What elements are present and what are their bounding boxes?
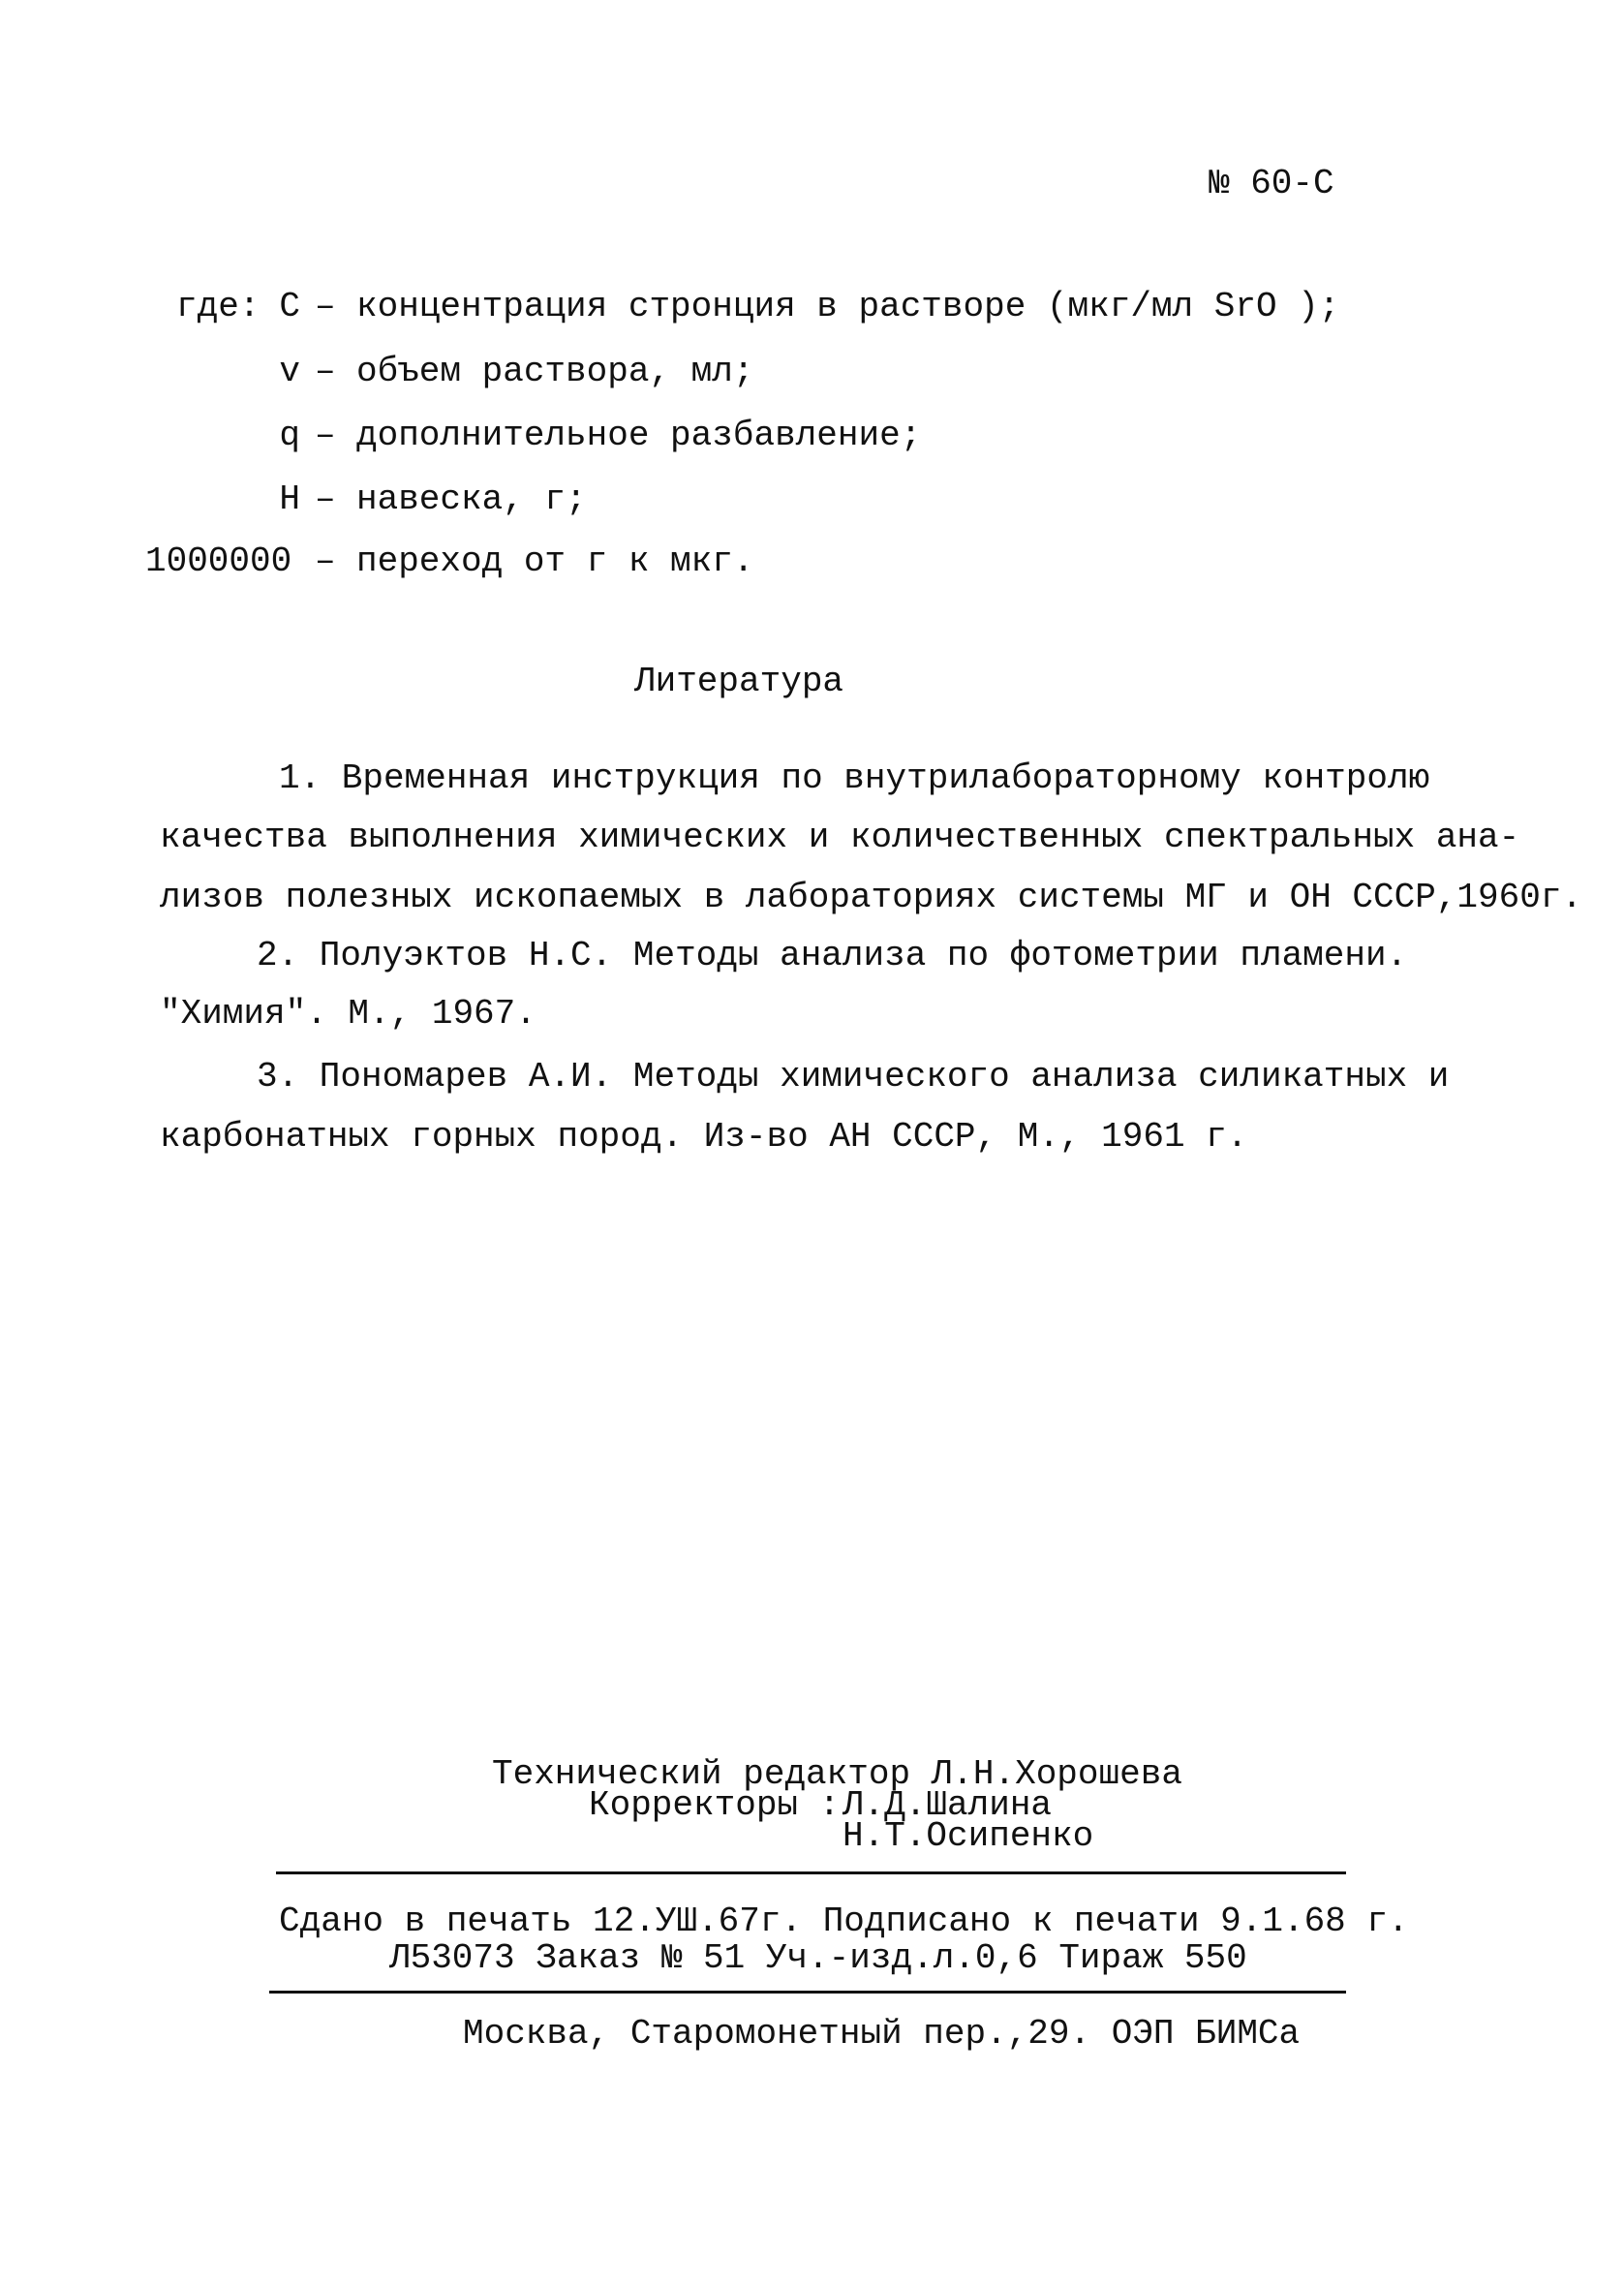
legend-description: концентрация стронция в растворе (мкг/мл SrO ); [356,287,1340,326]
divider [276,1871,1346,1874]
legend-lead: где: [176,287,260,326]
legend-dash: – [315,352,336,391]
legend-description: дополнительное разбавление; [356,416,922,455]
legend-term: Н [279,479,300,519]
reference-line: "Химия". М., 1967. [160,994,536,1034]
print-info-line: Сдано в печать 12.УШ.67г. Подписано к печати 9.1.68 г. [279,1902,1409,1941]
reference-line: карбонатных горных пород. Из-во АН СССР, М., 1961 г. [160,1117,1248,1157]
corrector-name: Л.Д.Шалина [843,1785,1053,1825]
reference-line: лизов полезных ископаемых в лабораториях системы МГ и ОН СССР,1960г. [160,878,1583,917]
reference-line: 1. Временная инструкция по внутрилабораторному контролю [279,758,1430,798]
legend-term: 1000000 [145,541,292,581]
legend-description: навеска, г; [356,479,587,519]
legend-dash: – [315,287,336,326]
legend-description: объем раствора, мл; [356,352,754,391]
reference-line: 3. Пономарев А.И. Методы химического анализа силикатных и [257,1057,1450,1097]
divider [269,1991,1346,1994]
reference-line: качества выполнения химических и количественных спектральных ана- [160,818,1520,857]
legend-dash: – [315,416,336,455]
legend-dash: – [315,479,336,519]
literature-heading: Литература [634,662,844,701]
legend-description: переход от г к мкг. [356,541,754,581]
reference-line: 2. Полуэктов Н.С. Методы анализа по фотометрии пламени. [257,936,1408,975]
document-number: № 60-C [1209,164,1334,203]
legend-term: q [279,416,300,455]
legend-term: C [279,287,300,326]
legend-term: v [279,352,300,391]
technical-editor: Технический редактор Л.Н.Хорошева [492,1754,1182,1794]
correctors-label: Корректоры : [589,1785,841,1825]
legend-dash: – [315,541,336,581]
corrector-name: Н.Т.Осипенко [843,1816,1094,1856]
print-info-line: Л53073 Заказ № 51 Уч.-изд.л.0,6 Тираж 550 [389,1938,1247,1978]
publisher-address: Москва, Старомонетный пер.,29. ОЭП БИМСа [463,2014,1301,2054]
